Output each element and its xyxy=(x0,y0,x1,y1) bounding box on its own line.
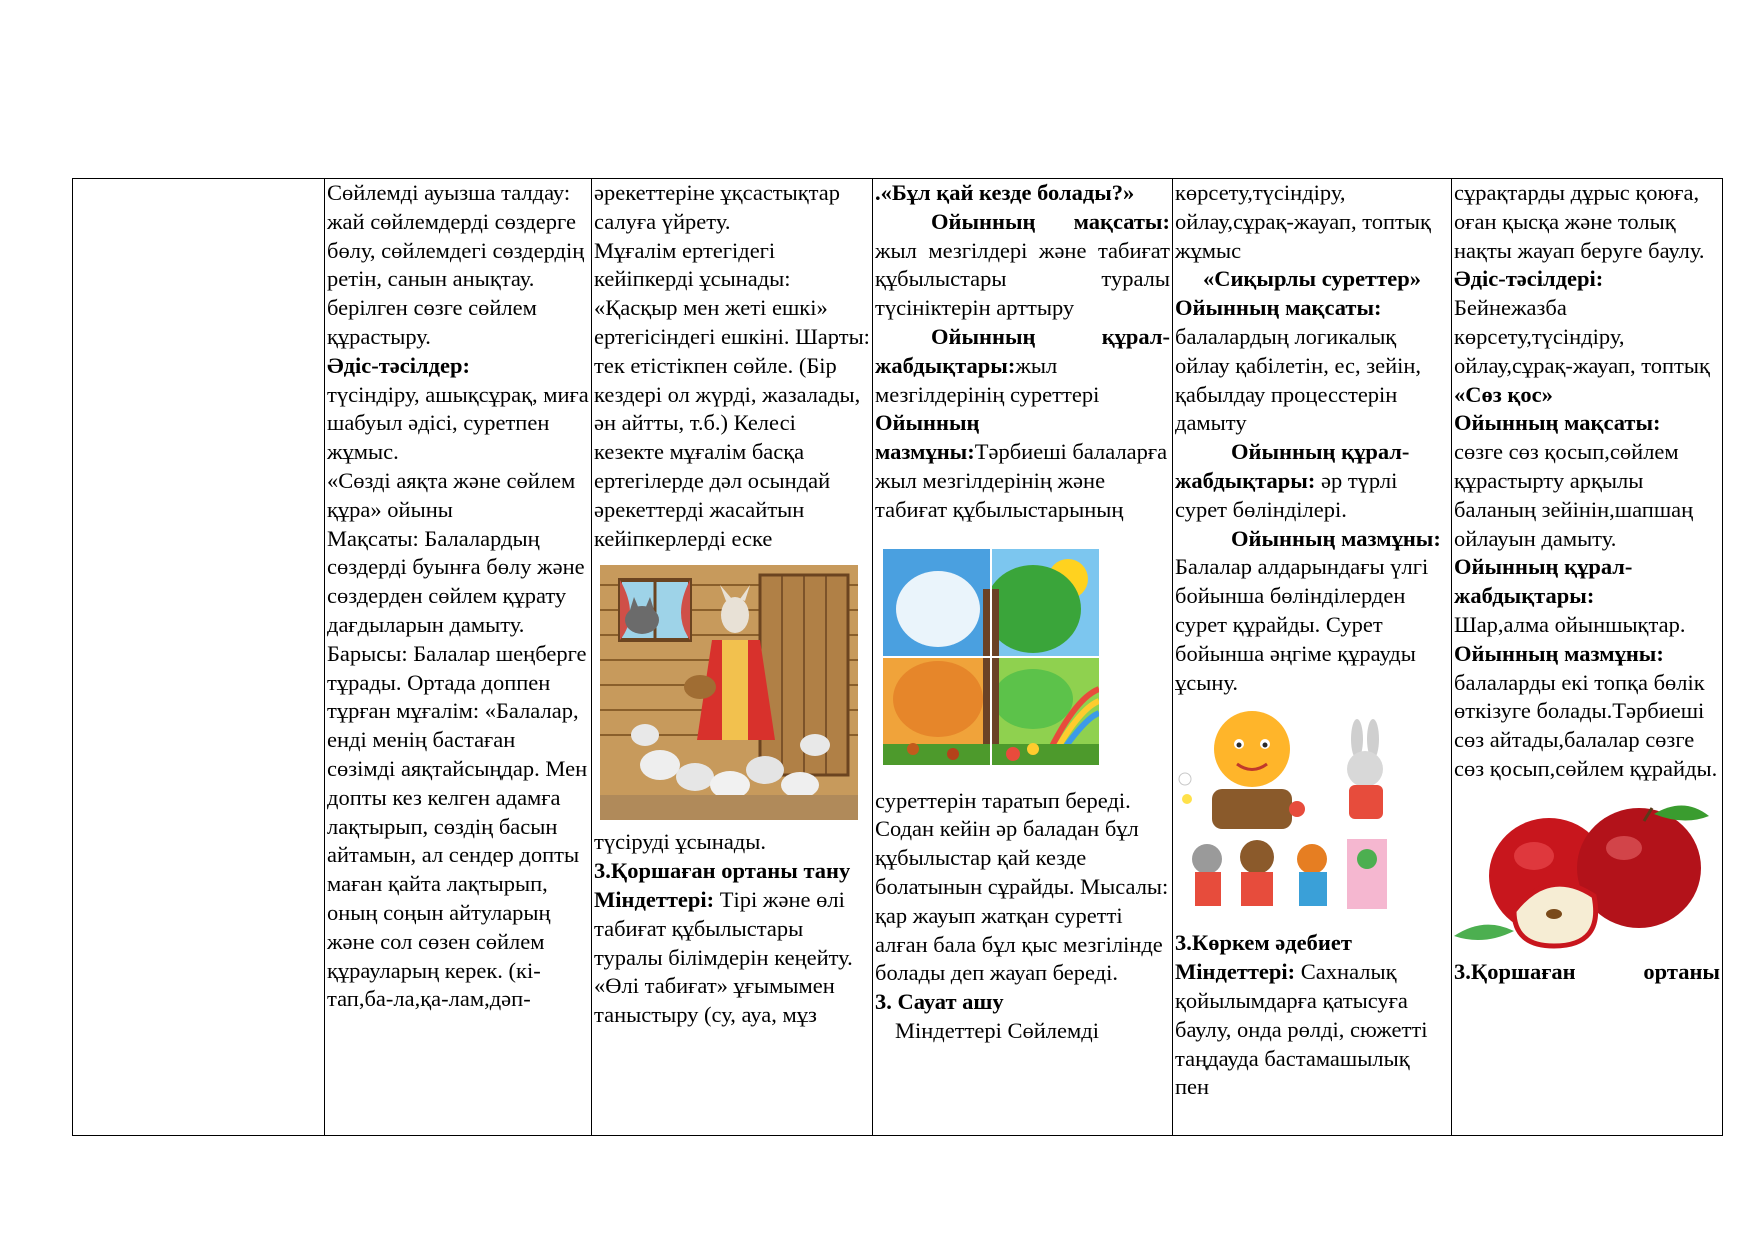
col6-tools-label: Ойынның құрал-жабдықтары: xyxy=(1454,554,1633,609)
col5-aim-label: Ойынның мақсаты: xyxy=(1175,295,1382,321)
wolf-and-goats-illustration xyxy=(600,565,858,820)
col5-tools-text: әр түрлі сурет бөлінділері. xyxy=(1175,467,1398,522)
col5-section-title: 3.Көркем әдебиет xyxy=(1175,930,1352,956)
col4-content xyxy=(875,409,1170,524)
red-apples-illustration xyxy=(1454,796,1716,956)
col6-section-title xyxy=(1454,958,1720,987)
col4-tools-label: Ойынның құрал-жабдықтары: xyxy=(875,323,1170,378)
col3-paragraph-3: түсіруді ұсынады. xyxy=(594,829,767,855)
table-column-3 xyxy=(592,179,873,1135)
four-seasons-illustration xyxy=(883,549,1099,765)
col3-paragraph-4: «Өлі табиғат» ұғымымен таныстыру (су, ауа, мұз xyxy=(594,973,835,1028)
col5-content-label: Ойынның мазмұны: xyxy=(1231,525,1441,551)
col6-content-label: Ойынның мазмұны: xyxy=(1454,640,1664,666)
col6-content: балаларды екі топқа бөлік өткізуге болады.Тәрбиеші сөз айтады,балалар сөзге сөз қосып,сөйлем құрайды. xyxy=(1454,669,1718,781)
col5-content xyxy=(1175,525,1449,698)
col6-methods-label: Әдіс-тәсілдері: xyxy=(1454,266,1604,292)
fairy-tale-characters-illustration xyxy=(1177,709,1393,919)
col6-methods: Бейнежазба көрсету,түсіндіру, ойлау,сұрақ-жауап, топтық xyxy=(1454,295,1710,378)
col2-methods-label: Әдіс-тәсілдер: xyxy=(327,352,471,378)
col2-aim: Мақсаты: Балалардың сөздерді буынға бөлу және сөздерден сөйлем құрату дағдыларын дамыту. xyxy=(327,525,585,637)
col4-content-text: Тәрбиеші балаларға жыл мезгілдерінің және табиғат құбылыстарының xyxy=(875,439,1168,522)
col5-game-title: «Сиқырлы суреттер» xyxy=(1202,266,1422,292)
col5-tasks xyxy=(1175,958,1449,1102)
col6-game-title: «Сөз қос» xyxy=(1454,381,1553,407)
col2-process: Барысы: Балалар шеңберге тұрады. Ортада доппен тұрған мұғалім: «Балалар, енді менің бастаған сөзімді аяқтайсыңдар. Мен допты кез келген адамға лақтырып, сөздің басын айтамын, ал сендер допты маған қайта лақтырып, оның соңын айтуларың және сол сөзен сөйлем құрауларың керек. (кі-тап,ба-ла,қа-лам,дәп- xyxy=(327,640,588,1012)
col3-tasks-label: Міндеттері: xyxy=(594,886,715,912)
col3-tasks-text: Тірі және өлі табиғат құбылыстары туралы білімдерін кеңейту. xyxy=(594,886,853,970)
col4-content-label: Ойынның мазмұны: xyxy=(875,410,980,465)
col6-section-word-1: 3.Қоршаған xyxy=(1454,958,1576,984)
col4-aim-label: Ойынның мақсаты: xyxy=(931,208,1170,234)
col4-game-title: .«Бұл қай кезде болады?» xyxy=(875,180,1135,205)
col5-tools-label: Ойынның құрал-жабдықтары: xyxy=(1175,439,1410,493)
table-column-4 xyxy=(873,179,1173,1135)
col4-section-title: 3. Сауат ашу xyxy=(875,989,1004,1015)
table-column-5 xyxy=(1173,179,1452,1135)
col6-aim: сөзге сөз қосып,сөйлем құрастырту арқылы баланың зейінін,шапшаң ойлауын дамыту. xyxy=(1454,439,1694,551)
col4-aim-text: жыл мезгілдері және табиғат құбылыстары туралы түсініктерін арттыру xyxy=(875,237,1170,321)
col2-methods: түсіндіру, ашықсұрақ, миға шабуыл әдісі, суретпен жұмыс. xyxy=(327,381,589,465)
col4-tools-text: жыл мезгілдерінің суреттері xyxy=(875,352,1100,407)
table-column-1 xyxy=(73,179,325,1135)
col5-content-text: Балалар алдарындағы үлгі бойынша бөлінділерден сурет құрайды. Сурет бойынша әңгіме құрауды ұсыну. xyxy=(1175,554,1429,695)
col5-aim: балалардың логикалық ойлау қабілетін, ес, зейін, қабылдау процесстерін дамыту xyxy=(1175,323,1422,436)
col5-tools xyxy=(1175,438,1449,524)
col3-tasks xyxy=(594,886,870,972)
col6-section-word-2: ортаны xyxy=(1643,958,1720,984)
col5-paragraph-1: көрсету,түсіндіру, ойлау,сұрақ-жауап, топтық жұмыс xyxy=(1175,180,1431,263)
col5-tasks-label: Міндеттері: xyxy=(1175,959,1296,985)
col4-tools xyxy=(875,323,1170,409)
col2-paragraph-2: берілген сөзге сөйлем құрастыру. xyxy=(327,295,537,349)
col3-paragraph-1: әрекеттеріне ұқсастықтар салуға үйрету. xyxy=(594,180,841,234)
col3-paragraph-2: Мұғалім ертегідегі кейіпкерді ұсынады: «Қасқыр мен жеті ешкі» ертегісіндегі ешкіні. Шарты: тек етістікпен сөйле. (Бір кездері ол жүрді, жазалады, ән айтты, т.б.) Келесі кезекте мұғалім басқа ертегілерде дәл осындай әрекеттерді жасайтын кейіпкерлерді еске xyxy=(594,237,870,551)
table-column-6 xyxy=(1452,179,1722,1135)
col2-paragraph-1: Сөйлемді ауызша талдау: жай сөйлемдерді сөздерге бөлу, сөйлемдегі сөздердің ретін, санын анықтау. xyxy=(327,180,585,292)
col3-section-title: 3.Қоршаған ортаны тану xyxy=(594,858,851,884)
col4-tasks: Міндеттері Сөйлемді xyxy=(895,1017,1099,1043)
plan-table xyxy=(72,178,1723,1136)
table-column-2 xyxy=(325,179,592,1135)
col2-game-title: «Сөзді аяқта және сөйлем құра» ойыны xyxy=(327,467,576,522)
col6-paragraph-1: сұрақтарды дұрыс қоюға, оған қысқа және толық нақты жауап беруге баулу. xyxy=(1454,180,1705,263)
col4-aim xyxy=(875,208,1170,237)
col6-aim-label: Ойынның мақсаты: xyxy=(1454,410,1661,436)
col6-tools: Шар,алма ойыншықтар. xyxy=(1454,611,1686,637)
col5-tasks-text: Сахналық қойылымдарға қатысуға баулу, онда рөлді, сюжетті таңдауда бастамашылық пен xyxy=(1175,959,1428,1100)
col4-paragraph-2: суреттерін таратып береді. Содан кейін әр баладан бұл құбылыстар қай кезде болатынын сұрайды. Мысалы: қар жауып жатқан суретті алған бала бұл қыс мезгілінде болады деп жауап береді. xyxy=(875,787,1169,986)
